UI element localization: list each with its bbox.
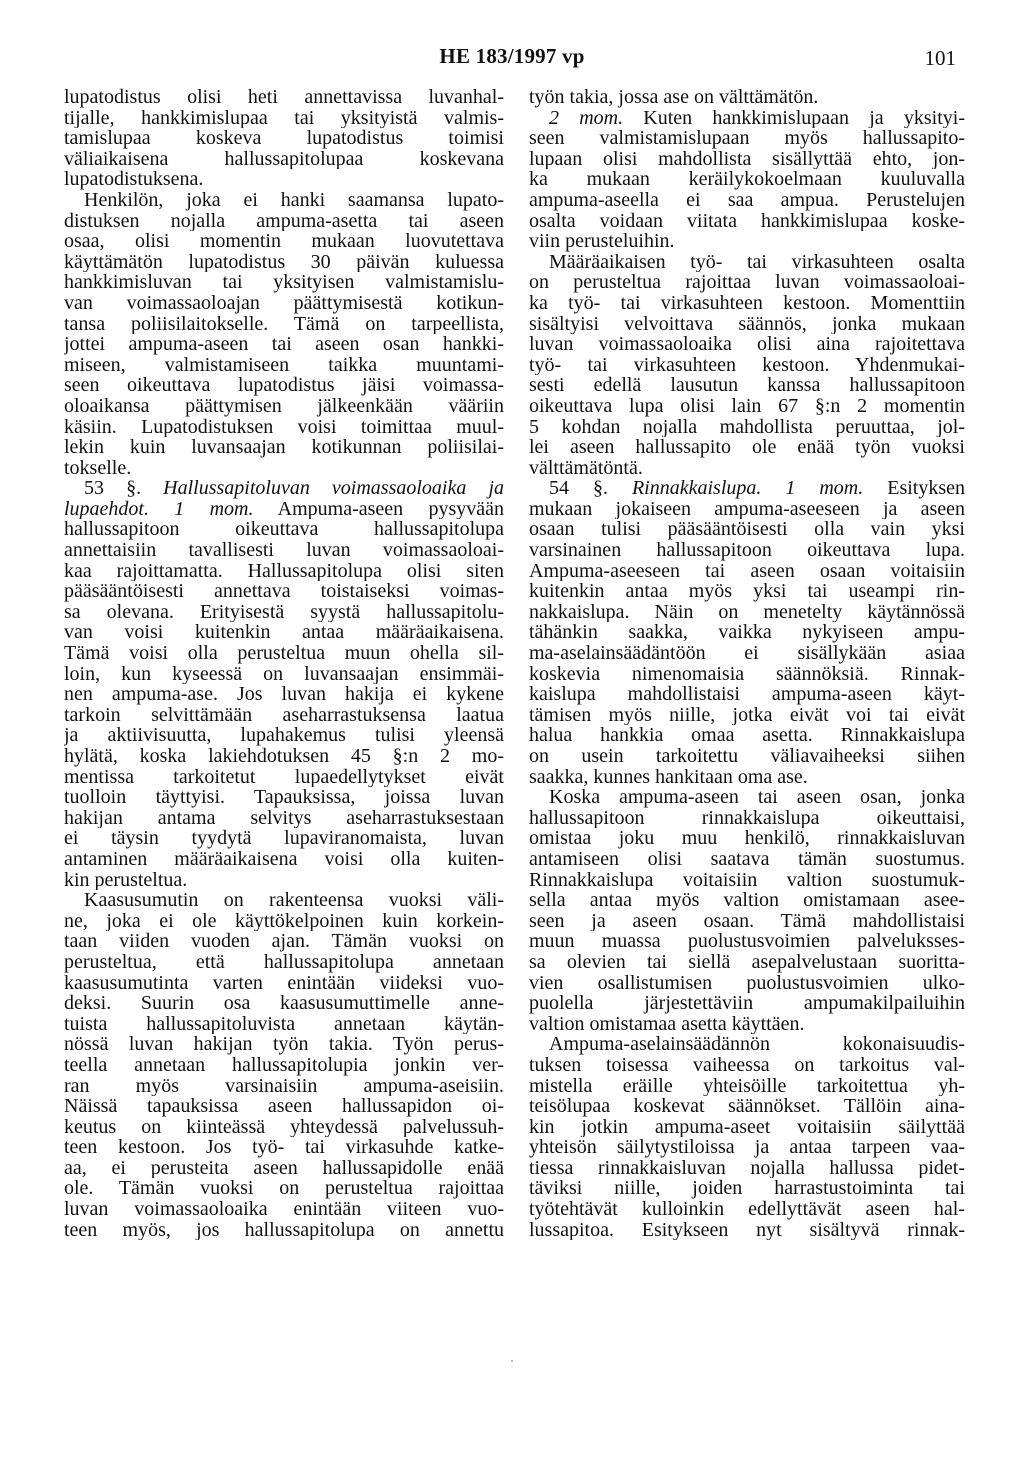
text-line-italic: lupaehdot. 1 mom.: [64, 498, 254, 520]
text-line-main: valtion omistamaa asetta käyttäen.: [529, 1013, 805, 1035]
text-line-main: nakkaislupa. Näin on menetelty käytännössä: [529, 601, 965, 623]
text-line-main: distuksen nojalla ampuma-asetta tai aseen: [64, 210, 504, 232]
text-line-main: välttämätöntä.: [529, 457, 643, 479]
text-line-main: koskevia nimenomaisia säännöksiä. Rinnak-: [529, 663, 965, 685]
text-line: [64, 849, 504, 870]
text-line-main: väliaikaisena hallussapitolupaa koskevana: [64, 148, 504, 170]
text-line: [64, 664, 504, 685]
text-line: [529, 540, 965, 561]
text-line: [529, 1034, 965, 1055]
text-line-main: on usein tarkoitettu väliavaiheeksi siihen: [529, 746, 965, 767]
text-line: [529, 128, 965, 149]
text-line: [64, 1178, 504, 1199]
text-line: [529, 334, 965, 355]
text-line-main: luvan voimassaoloaika olisi aina rajoitettava: [529, 334, 965, 355]
text-line-main: ampuma-aseella ei saa ampua. Perustelujen: [529, 189, 965, 211]
text-line-main: ne, joka ei ole käyttökelpoinen kuin korkein-: [64, 910, 504, 932]
text-line-main: Ampuma-aselainsäädännön kokonaisuudis-: [549, 1034, 965, 1055]
text-line: [529, 1158, 965, 1179]
text-line: [529, 705, 965, 726]
text-line-main: varsinainen hallussapitoon oikeuttava lupa.: [529, 540, 965, 561]
text-line-main: mistella eräille yhteisöille tarkoitettua yh-: [529, 1075, 965, 1097]
text-line: [529, 849, 965, 870]
text-line-main: 54 §.: [549, 478, 632, 499]
text-line: [64, 1034, 504, 1055]
right-text-column: [529, 87, 965, 1240]
text-line-main: tarkoin selvittämään aseharrastuksensa laatua: [64, 704, 504, 726]
text-line-after: Ampuma-aseen pysyvään: [253, 498, 504, 520]
text-line: [529, 314, 965, 335]
text-line: [64, 581, 504, 602]
text-line-main: jottei ampuma-aseen tai aseen osan hankki-: [64, 334, 504, 355]
text-line-main: hallussapitoon rinnakkaislupa oikeuttaisi,: [529, 807, 965, 829]
page-number: 101: [924, 46, 956, 70]
text-line-main: työ- tai virkasuhteen kestoon. Yhdenmukai-: [529, 354, 965, 376]
text-line-main: käyttämätön lupatodistus 30 päivän kuluessa: [64, 251, 504, 273]
text-line: [64, 1158, 504, 1179]
text-line-main: loin, kun kyseessä on luvansaajan ensimmäi-: [64, 663, 504, 685]
text-line: [64, 622, 504, 643]
text-line-main: aa, ei perusteita aseen hallussapidolle enää: [64, 1157, 504, 1179]
text-line: [64, 355, 504, 376]
text-line: [529, 561, 965, 582]
text-line-main: työtehtävät kulloinkin edellyttävät aseen hal-: [529, 1199, 965, 1220]
text-line-main: hallussapitoon oikeuttava hallussapitolupa: [64, 519, 504, 541]
text-line: [64, 458, 504, 479]
text-line-main: puolella järjestettäviin ampumakilpailuihin: [529, 993, 965, 1014]
text-line-main: tämisen myös niille, jotka eivät voi tai eivät: [529, 704, 965, 726]
text-line: [64, 808, 504, 829]
text-line-main: Rinnakkaislupa voitaisiin valtion suostumuk-: [529, 869, 965, 891]
text-line-main: ei täysin tyydytä lupaviranomaista, luvan: [64, 828, 504, 849]
text-line-main: tansa poliisilaitokselle. Tämä on tarpeellista,: [64, 313, 504, 335]
text-line-main: sella antaa myös valtion omistamaan asee-: [529, 890, 965, 911]
text-line: [64, 417, 504, 438]
text-line-main: kaa rajoittamatta. Hallussapitolupa olisi siten: [64, 560, 504, 582]
text-line: [64, 231, 504, 252]
text-line-main: tuksen toisessa vaiheessa on tarkoitus val-: [529, 1054, 965, 1076]
text-line: [529, 1137, 965, 1158]
text-line-main: teella annetaan hallussapitolupia jonkin ver-: [64, 1054, 504, 1076]
text-line: [529, 272, 965, 293]
text-line: [64, 725, 504, 746]
text-line: [529, 767, 965, 788]
text-line-main: lupaan olisi mahdollista sisällyttää ehto, jon-: [529, 148, 965, 170]
text-line-main: viin perusteluihin.: [529, 231, 675, 252]
text-line: [64, 643, 504, 664]
text-line: [64, 1199, 504, 1220]
text-line-after: Esityksen: [863, 478, 965, 499]
text-line-main: seen ja aseen osaan. Tämä mahdollistaisi: [529, 910, 965, 932]
text-line: [529, 1117, 965, 1138]
text-line: [64, 1117, 504, 1138]
text-line: [529, 231, 965, 252]
text-line-main: oloaikansa päättymisen jälkeenkään vääriin: [64, 395, 504, 417]
text-line: [529, 1076, 965, 1097]
text-line: [529, 952, 965, 973]
text-line-main: hankkimisluvan tai yksityisen valmistamislu-: [64, 272, 504, 293]
text-line: [529, 478, 965, 499]
text-line-main: kin jotkin ampuma-aseet voitaisiin säilyttää: [529, 1116, 965, 1138]
text-line: [64, 252, 504, 273]
text-line-main: ka mukaan keräilykokoelmaan kuuluvalla: [529, 169, 965, 190]
text-line-main: hylätä, koska lakiehdotuksen 45 §:n 2 mo-: [64, 746, 504, 767]
text-line: [529, 1199, 965, 1220]
text-line-main: luvan voimassaoloaika enintään viiteen vuo-: [64, 1199, 504, 1220]
text-line-main: tiessa rinnakkaisluvan nojalla hallussa pidet-: [529, 1157, 965, 1179]
text-line-main: Tämä voisi olla perusteltua muun ohella sil-: [64, 643, 504, 664]
text-line-italic: Rinnakkaislupa. 1 mom.: [631, 478, 864, 499]
text-line-main: sisältyisi velvoittava säännös, jonka mukaan: [529, 313, 965, 335]
text-line-main: teen kestoon. Jos työ- tai virkasuhde katke-: [64, 1137, 504, 1158]
text-line: [64, 952, 504, 973]
text-line-main: perusteltua, että hallussapitolupa annetaan: [64, 951, 504, 973]
text-line-main: ka työ- tai virkasuhteen kestoon. Momenttiin: [529, 292, 965, 314]
text-line: [529, 870, 965, 891]
text-line-main: lupatodistus olisi heti annettavissa luvanhal-: [64, 87, 504, 108]
text-line-main: keutus on kiinteässä yhteydessä palvelussuh-: [64, 1116, 504, 1138]
text-line-main: antaminen määräaikaisena voisi olla kuiten-: [64, 848, 504, 870]
text-line: [64, 149, 504, 170]
text-line-main: 5 kohdan nojalla mahdollista peruuttaa, jol-: [529, 416, 965, 438]
text-line: [64, 519, 504, 540]
text-line-main: ma-aselainsäädäntöön ei sisällykään asiaa: [529, 643, 965, 664]
text-line-main: sesti edellä lausutun kanssa hallussapitoon: [529, 375, 965, 396]
text-line: [529, 828, 965, 849]
text-line-main: täviksi niille, joiden harrastustoiminta tai: [529, 1178, 965, 1200]
text-line: [529, 1096, 965, 1117]
text-line-main: sa olevien tai siellä asepalvelustaan suoritta-: [529, 951, 965, 973]
text-line-main: lekin kuin luvansaajan kotikunnan poliisilai-: [64, 437, 504, 458]
text-line: [64, 190, 504, 211]
text-line: [529, 581, 965, 602]
text-line: [64, 1014, 504, 1035]
text-line-main: miseen, valmistamiseen taikka muuntami-: [64, 354, 504, 376]
text-line-main: seen valmistamislupaan myös hallussapito-: [529, 128, 965, 149]
text-line: [529, 458, 965, 479]
text-line: [529, 746, 965, 767]
text-line-main: yhteisön säilytystiloissa ja antaa tarpeen vaa-: [529, 1137, 965, 1158]
text-line-main: taan viiden vuoden ajan. Tämän vuoksi on: [64, 931, 504, 952]
text-line-main: käsiin. Lupatodistuksen voisi toimittaa muul-: [64, 416, 504, 438]
text-line-main: oikeuttava lupa olisi lain 67 §:n 2 momentin: [529, 395, 965, 417]
text-line: [529, 499, 965, 520]
text-line: [64, 334, 504, 355]
text-line: [64, 1137, 504, 1158]
text-line-main: ole. Tämän vuoksi on perusteltua rajoittaa: [64, 1178, 504, 1200]
text-line: [64, 396, 504, 417]
text-line: [529, 808, 965, 829]
text-line-main: muun muassa puolustusvoimien palveluksses-: [529, 931, 965, 952]
text-line: [64, 746, 504, 767]
text-line-italic: Hallussapitoluvan voimassaoloaika ja: [163, 478, 504, 499]
text-line: [64, 478, 504, 499]
text-line-main: ja aktiivisuutta, lupahakemus tulisi yleensä: [64, 725, 504, 746]
text-line: [529, 890, 965, 911]
page-header-title: HE 183/1997 vp: [439, 44, 585, 68]
text-line-main: tuolloin täyttyisi. Tapauksissa, joissa luvan: [64, 787, 504, 808]
text-line-main: teen myös, jos hallussapitolupa on annettu: [64, 1219, 504, 1241]
text-line-main: osaan tulisi pääsääntöisesti olla vain yksi: [529, 519, 965, 541]
text-line: [64, 890, 504, 911]
text-line: [64, 602, 504, 623]
text-line-main: hakijan antama selvitys aseharrastuksestaan: [64, 807, 504, 829]
text-line-main: vien osallistumisen puolustusvoimien ulko-: [529, 972, 965, 994]
text-line-main: van voisi kuitenkin antaa määräaikaisena.: [64, 622, 504, 644]
text-line-main: on perusteltua rajoittaa luvan voimassaoloai-: [529, 272, 965, 293]
text-line-main: Määräaikaisen työ- tai virkasuhteen osalta: [549, 251, 965, 273]
text-line-main: osalta voidaan viitata hankkimislupaa koske-: [529, 210, 965, 232]
text-line-main: mentissa tarkoitetut lupaedellytykset eivät: [64, 766, 504, 788]
text-line-main: tamislupaa koskeva lupatodistus toimisi: [64, 128, 504, 149]
text-line-after: Kuten hankkimislupaan ja yksityi-: [623, 107, 965, 129]
text-line-main: mukaan jokaiseen ampuma-aseeseen ja aseen: [529, 498, 965, 520]
text-line: [529, 169, 965, 190]
text-line: [529, 787, 965, 808]
text-line: [64, 1055, 504, 1076]
text-line: [529, 643, 965, 664]
text-line-main: osaa, olisi momentin mukaan luovutettava: [64, 231, 504, 252]
text-line-main: Koska ampuma-aseen tai aseen osan, jonka: [549, 787, 965, 808]
text-line-main: 53 §.: [84, 478, 164, 499]
text-line-italic: 2 mom.: [549, 107, 624, 129]
text-line: [529, 931, 965, 952]
text-line: [529, 519, 965, 540]
text-line: [64, 931, 504, 952]
text-line-main: omistaa joku muu henkilö, rinnakkaisluvan: [529, 828, 965, 849]
text-line-main: tijalle, hankkimislupaa tai yksityistä valmis-: [64, 107, 504, 129]
text-line-main: kaislupa mahdollistaisi ampuma-aseen käyt-: [529, 684, 965, 705]
text-line: [529, 437, 965, 458]
text-line: [529, 911, 965, 932]
text-line-main: lei aseen hallussapito ole enää työn vuoksi: [529, 437, 965, 458]
text-line: [529, 108, 965, 129]
text-line: [529, 293, 965, 314]
text-line: [529, 993, 965, 1014]
text-line: [64, 1220, 504, 1241]
text-line: [529, 149, 965, 170]
text-line-main: tokselle.: [64, 457, 132, 479]
text-line: [529, 664, 965, 685]
text-line-main: van voimassaoloajan päättymisestä kotikun-: [64, 292, 504, 314]
text-line: [64, 87, 504, 108]
text-line: [64, 870, 504, 891]
text-line: [529, 417, 965, 438]
text-line: [529, 684, 965, 705]
text-line: [64, 211, 504, 232]
text-line: [64, 911, 504, 932]
text-line: [64, 787, 504, 808]
text-line: [64, 828, 504, 849]
text-line: [64, 1076, 504, 1097]
text-line-main: kaasusumutinta varten enintään viideksi vuo-: [64, 972, 504, 994]
text-line-main: lussapitoa. Esitykseen nyt sisältyvä rinnak-: [529, 1219, 965, 1241]
text-line-main: teisölupaa koskevat säännökset. Tällöin aina-: [529, 1096, 965, 1117]
text-line: [529, 211, 965, 232]
text-line: [64, 499, 504, 520]
text-line: [64, 684, 504, 705]
text-line: [529, 973, 965, 994]
text-line: [64, 540, 504, 561]
text-line: [64, 767, 504, 788]
text-line: [529, 622, 965, 643]
text-line-main: tuista hallussapitoluvista annetaan käytän-: [64, 1013, 504, 1035]
text-line: [64, 993, 504, 1014]
text-line-main: nössä luvan hakijan työn takia. Työn perus-: [64, 1034, 504, 1055]
text-line-main: lupatodistuksena.: [64, 169, 204, 190]
text-line-main: Kaasusumutin on rakenteensa vuoksi väli-: [84, 890, 504, 911]
text-line: [529, 190, 965, 211]
text-line-main: annettaisiin tavallisesti luvan voimassaoloai-: [64, 540, 504, 561]
text-line-main: Henkilön, joka ei hanki saamansa lupato-: [84, 189, 504, 211]
text-line: [64, 169, 504, 190]
text-line: [64, 705, 504, 726]
left-text-column: [64, 87, 504, 1240]
text-line: [64, 293, 504, 314]
text-line-main: saakka, kunnes hankitaan oma ase.: [529, 766, 808, 788]
text-line: [64, 128, 504, 149]
text-line-main: halua hankkia omaa asetta. Rinnakkaislupa: [529, 725, 965, 746]
text-line: [529, 602, 965, 623]
text-line: [64, 561, 504, 582]
text-line-main: pääsääntöisesti annettava toistaiseksi voimas-: [64, 581, 504, 602]
text-line: [529, 1014, 965, 1035]
text-line-main: ran myös varsinaisiin ampuma-aseisiin.: [64, 1075, 504, 1097]
text-line: [529, 87, 965, 108]
text-line-main: kin perusteltua.: [64, 869, 188, 891]
text-line-main: nen ampuma-ase. Jos luvan hakija ei kykene: [64, 684, 504, 705]
text-line-main: antamiseen olisi saatava tämän suostumus.: [529, 848, 965, 870]
text-line: [64, 1096, 504, 1117]
text-line: [64, 973, 504, 994]
text-line-main: työn takia, jossa ase on välttämätön.: [529, 87, 819, 108]
text-line: [64, 375, 504, 396]
text-line: [529, 252, 965, 273]
text-line: [529, 375, 965, 396]
text-line-main: kuitenkin antaa myös yksi tai useampi rin-: [529, 581, 965, 602]
text-line: [64, 437, 504, 458]
text-line-main: seen oikeuttava lupatodistus jäisi voimassa-: [64, 375, 504, 396]
text-line-main: sa olevana. Erityisestä syystä hallussapitolu-: [64, 601, 504, 623]
text-line-main: deksi. Suurin osa kaasusumuttimelle anne-: [64, 993, 504, 1014]
text-line-main: Näissä tapauksissa aseen hallussapidon oi-: [64, 1096, 504, 1117]
text-line: [529, 1055, 965, 1076]
text-line-main: Ampuma-aseeseen tai aseen osaan voitaisiin: [529, 560, 965, 582]
column-divider-mark: [511, 1360, 513, 1362]
text-line: [529, 1178, 965, 1199]
text-line: [529, 1220, 965, 1241]
text-line-main: tähänkin saakka, vaikka nykyiseen ampu-: [529, 622, 965, 644]
text-line: [529, 396, 965, 417]
text-line: [64, 272, 504, 293]
text-line: [529, 725, 965, 746]
text-line: [529, 355, 965, 376]
text-line: [64, 314, 504, 335]
text-line: [64, 108, 504, 129]
